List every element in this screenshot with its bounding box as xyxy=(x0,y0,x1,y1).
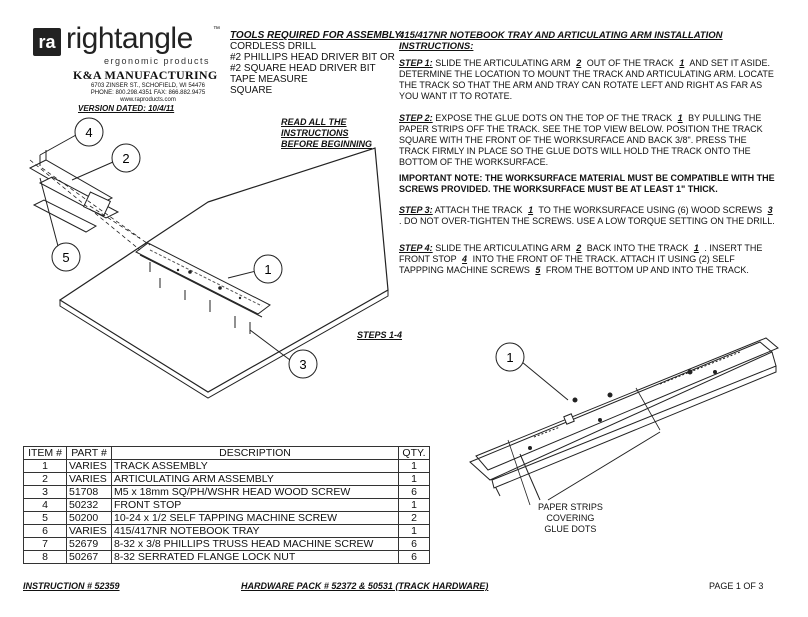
important-note: IMPORTANT NOTE: THE WORKSURFACE MATERIAL MUST BE COMPATIBLE WITH THE SCREWS PROVIDED. THE WORKSURFACE MUST BE AT LEAST 1" THICK. xyxy=(399,173,775,194)
table-cell: 3 xyxy=(24,486,67,499)
table-cell: 6 xyxy=(399,486,430,499)
table-cell: 50200 xyxy=(67,512,112,525)
step-label: STEP 4: xyxy=(399,243,433,253)
table-cell: 6 xyxy=(399,551,430,564)
table-cell: M5 x 18mm SQ/PH/WSHR HEAD WOOD SCREW xyxy=(112,486,399,499)
svg-text:2: 2 xyxy=(122,151,130,166)
instructions-title: 415/417NR NOTEBOOK TRAY AND ARTICULATING ARM INSTALLATION INSTRUCTIONS: xyxy=(399,30,723,52)
table-cell: 1 xyxy=(399,473,430,486)
brand-tagline: ergonomic products xyxy=(104,56,211,66)
svg-text:5: 5 xyxy=(62,250,70,265)
tool-item: #2 SQUARE HEAD DRIVER BIT xyxy=(230,63,376,74)
item-ref: 2 xyxy=(576,243,582,253)
step-text: SLIDE THE ARTICULATING ARM xyxy=(435,243,571,253)
worksurface xyxy=(60,148,388,392)
item-ref: 1 xyxy=(679,58,685,68)
table-row xyxy=(24,473,430,486)
step-text: ATTACH THE TRACK xyxy=(434,205,523,215)
table-cell: 50267 xyxy=(67,551,112,564)
hardware-pack: HARDWARE PACK # 52372 & 50531 (TRACK HARDWARE) xyxy=(241,581,489,591)
paper-strips-line: COVERING xyxy=(546,513,595,523)
item-ref: 2 xyxy=(576,58,582,68)
tool-item: CORDLESS DRILL xyxy=(230,41,317,52)
table-cell: 6 xyxy=(24,525,67,538)
item-ref: 1 xyxy=(677,113,683,123)
step-text: FROM THE BOTTOM UP AND INTO THE TRACK. xyxy=(545,265,749,275)
table-header-row xyxy=(24,447,430,460)
logo-mark: ra xyxy=(33,28,61,56)
tools-heading: TOOLS REQUIRED FOR ASSEMBLY: xyxy=(230,30,404,41)
table-cell: FRONT STOP xyxy=(112,499,399,512)
col-part: PART # xyxy=(67,447,112,460)
step-text: . INSERT THE FRONT STOP xyxy=(399,243,763,264)
item-ref: 5 xyxy=(535,265,541,275)
table-cell: 415/417NR NOTEBOOK TRAY xyxy=(112,525,399,538)
trademark: ™ xyxy=(213,26,220,33)
table-cell: 2 xyxy=(399,512,430,525)
table-cell: 8-32 x 3/8 PHILLIPS TRUSS HEAD MACHINE SCREW xyxy=(112,538,399,551)
table-row xyxy=(24,551,430,564)
table-cell: 10-24 x 1/2 SELF TAPPING MACHINE SCREW xyxy=(112,512,399,525)
read-all-line: INSTRUCTIONS xyxy=(281,128,349,138)
item-ref: 1 xyxy=(693,243,699,253)
table-cell: 50232 xyxy=(67,499,112,512)
instruction-number: INSTRUCTION # 52359 xyxy=(23,581,120,591)
version-dated: VERSION DATED: 10/4/11 xyxy=(78,104,175,113)
step-label: STEP 3: xyxy=(399,205,433,215)
step-text: SLIDE THE ARTICULATING ARM xyxy=(435,58,571,68)
steps-label: STEPS 1-4 xyxy=(357,330,403,340)
col-item: ITEM # xyxy=(24,447,67,460)
callout-4 xyxy=(40,118,103,155)
paper-strips-line: GLUE DOTS xyxy=(544,524,597,534)
address-line: 6703 ZINSER ST., SCHOFIELD, WI 54476 xyxy=(90,83,206,89)
step-text: EXPOSE THE GLUE DOTS ON THE TOP OF THE TRACK xyxy=(435,113,673,123)
step-text: INTO THE FRONT OF THE TRACK. ATTACH IT USING (2) SELF TAPPPING MACHINE SCREWS xyxy=(399,254,735,275)
page-number: PAGE 1 OF 3 xyxy=(709,581,764,591)
table-row xyxy=(24,525,430,538)
table-row xyxy=(24,499,430,512)
tool-item: SQUARE xyxy=(230,85,273,96)
paper-strips-label xyxy=(538,502,603,535)
step-text: BACK INTO THE TRACK xyxy=(586,243,689,253)
table-cell: 8-32 SERRATED FLANGE LOCK NUT xyxy=(112,551,399,564)
phone-line: PHONE: 800.298.4351 FAX: 866.882.9475 xyxy=(90,90,206,96)
svg-text:1: 1 xyxy=(264,262,272,277)
table-cell: 1 xyxy=(399,525,430,538)
table-cell: VARIES xyxy=(67,473,112,486)
callout-1-top-view xyxy=(496,343,568,400)
step-text: TO THE WORKSURFACE USING (6) WOOD SCREWS xyxy=(538,205,763,215)
item-ref: 4 xyxy=(462,254,468,264)
table-row xyxy=(24,512,430,525)
table-cell: VARIES xyxy=(67,525,112,538)
table-cell: 5 xyxy=(24,512,67,525)
table-cell: 1 xyxy=(399,460,430,473)
tool-item: #2 PHILLIPS HEAD DRIVER BIT OR xyxy=(230,52,395,63)
item-ref: 1 xyxy=(528,205,534,215)
col-description: DESCRIPTION xyxy=(112,447,399,460)
table-cell: 8 xyxy=(24,551,67,564)
step-label: STEP 1: xyxy=(399,58,433,68)
table-cell: 7 xyxy=(24,538,67,551)
svg-text:1: 1 xyxy=(506,350,514,365)
step-text: BY PULLING THE PAPER STRIPS OFF THE TRACK. SEE THE TOP VIEW BELOW. POSITION THE TRACK SQUARE WITH THE FRONT OF THE WORKSURFACE AND BACK 3/8". PRESS THE TRACK FIRMLY IN PLACE SO THE GLUE DOTS WILL HOLD THE TRACK ONTO THE BOTTOM OF THE WORKSURFACE. xyxy=(399,113,763,167)
table-cell: TRACK ASSEMBLY xyxy=(112,460,399,473)
read-all-line: READ ALL THE xyxy=(281,117,347,127)
brand-name: rightangle xyxy=(66,22,193,55)
step-text: AND SET IT ASIDE. DETERMINE THE LOCATION TO MOUNT THE TRACK AND ARTICULATING ARM. LOCATE THE TRACK SO THAT THE ARM AND TRAY CAN ROTATE LEFT AND RIGHT AS FAR AS YOU WANT IT TO ROTATE. xyxy=(399,58,774,101)
read-all-line: BEFORE BEGINNING xyxy=(281,139,373,149)
step-text: . DO NOT OVER-TIGHTEN THE SCREWS. USE A LOW TORQUE SETTING ON THE DRILL. xyxy=(399,216,775,226)
step-label: STEP 2: xyxy=(399,113,433,123)
website-line: www.raproducts.com xyxy=(120,97,176,103)
table-cell: ARTICULATING ARM ASSEMBLY xyxy=(112,473,399,486)
table-cell: 51708 xyxy=(67,486,112,499)
company-name: K&A MANUFACTURING xyxy=(73,68,218,82)
table-cell: 52679 xyxy=(67,538,112,551)
svg-text:3: 3 xyxy=(299,357,307,372)
svg-text:4: 4 xyxy=(85,125,93,140)
table-cell: 6 xyxy=(399,538,430,551)
col-qty: QTY. xyxy=(399,447,430,460)
table-cell: 1 xyxy=(399,499,430,512)
callout-2 xyxy=(72,144,140,180)
parts-table xyxy=(23,446,430,564)
table-row xyxy=(24,486,430,499)
table-row xyxy=(24,538,430,551)
item-ref: 3 xyxy=(767,205,773,215)
table-cell: 2 xyxy=(24,473,67,486)
table-cell: 1 xyxy=(24,460,67,473)
tool-item: TAPE MEASURE xyxy=(230,74,308,85)
table-row xyxy=(24,460,430,473)
table-cell: 4 xyxy=(24,499,67,512)
table-cell: VARIES xyxy=(67,460,112,473)
step-text: OUT OF THE TRACK xyxy=(586,58,674,68)
paper-strips-line: PAPER STRIPS xyxy=(538,502,603,512)
